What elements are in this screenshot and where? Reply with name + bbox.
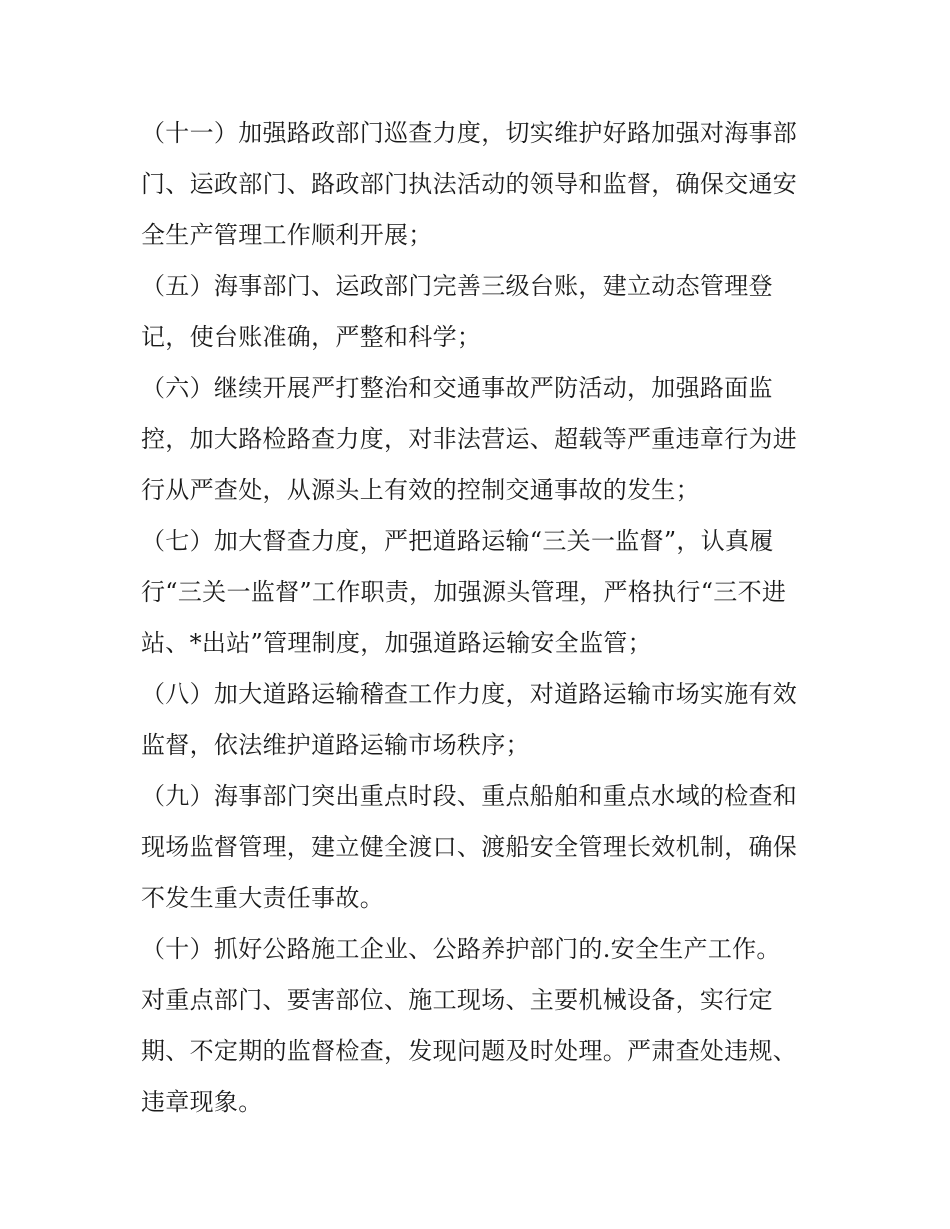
text-line: 现场监督管理，建立健全渡口、渡船安全管理长效机制，确保	[141, 833, 798, 861]
text-line: 行从严查处，从源头上有效的控制交通事故的发生；	[141, 476, 700, 504]
text-line: （五）海事部门、运政部门完善三级台账，建立动态管理登	[141, 272, 773, 300]
text-line: 对重点部门、要害部位、施工现场、主要机械设备，实行定	[141, 986, 773, 1014]
text-line: 全生产管理工作顺利开展；	[141, 221, 433, 249]
text-line: 记，使台账准确，严整和科学；	[141, 323, 482, 351]
text-line: （八）加大道路运输稽查工作力度，对道路运输市场实施有效	[141, 680, 798, 708]
text-line: （七）加大督查力度，严把道路运输“三关一监督”，认真履	[141, 527, 774, 555]
text-line: （十一）加强路政部门巡查力度，切实维护好路加强对海事部	[141, 119, 798, 147]
document-body	[141, 108, 821, 1128]
text-line: （九）海事部门突出重点时段、重点船舶和重点水域的检查和	[141, 782, 798, 810]
text-line: 站、*出站”管理制度，加强道路运输安全监管；	[141, 629, 652, 657]
text-line: 控，加大路检路查力度，对非法营运、超载等严重违章行为进	[141, 425, 798, 453]
text-line: 不发生重大责任事故。	[141, 884, 384, 912]
text-line: 行“三关一监督”工作职责，加强源头管理，严格执行“三不进	[141, 578, 787, 606]
text-line: 门、运政部门、路政部门执法活动的领导和监督，确保交通安	[141, 170, 798, 198]
text-line: 期、不定期的监督检查，发现问题及时处理。严肃查处违规、	[141, 1037, 798, 1065]
text-line: （十）抓好公路施工企业、公路养护部门的.安全生产工作。	[141, 935, 781, 963]
text-line: 监督，依法维护道路运输市场秩序；	[141, 731, 530, 759]
text-line: 违章现象。	[141, 1088, 263, 1116]
text-line: （六）继续开展严打整治和交通事故严防活动，加强路面监	[141, 374, 773, 402]
